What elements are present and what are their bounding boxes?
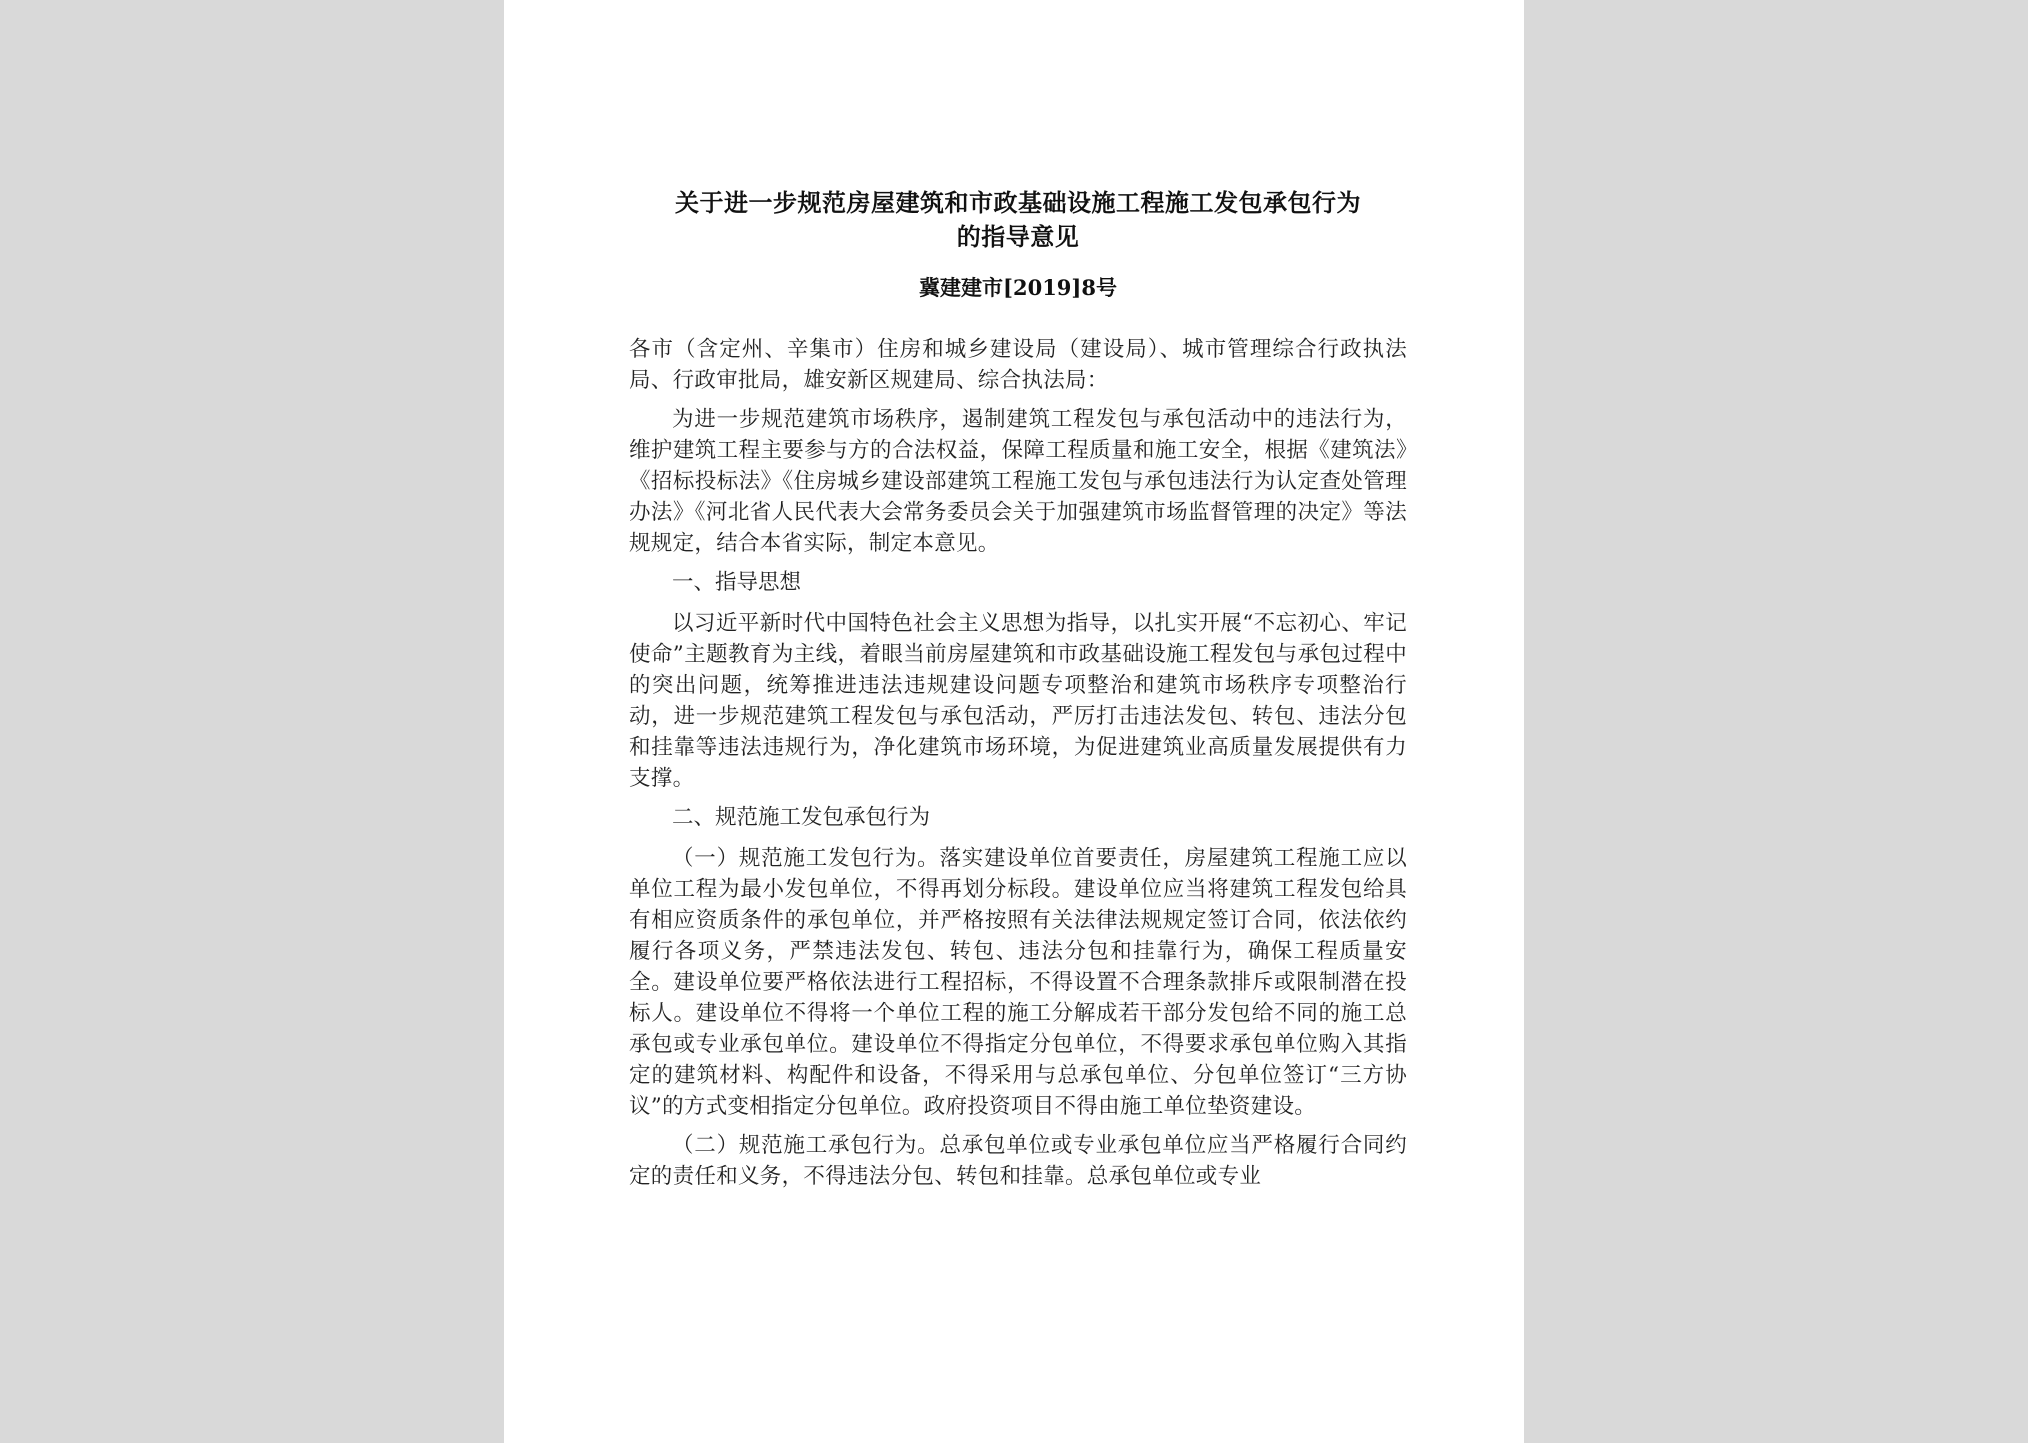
intro-paragraph: 为进一步规范建筑市场秩序，遏制建筑工程发包与承包活动中的违法行为，维护建筑工程主要参与方的合法权益，保障工程质量和施工安全，根据《建筑法》《招标投标法》《住房城乡建设部建筑工程施工发包与承包违法行为认定查处管理办法》《河北省人民代表大会常务委员会关于加强建筑市场监督管理的决定》等法规规定，结合本省实际，制定本意见。 <box>629 407 1407 556</box>
page-content <box>629 186 1407 1200</box>
salutation: 各市（含定州、辛集市）住房和城乡建设局（建设局）、城市管理综合行政执法局、行政审批局，雄安新区规建局、综合执法局： <box>629 337 1407 393</box>
document-title <box>629 186 1407 254</box>
title-line-1: 关于进一步规范房屋建筑和市政基础设施工程施工发包承包行为 <box>675 188 1361 217</box>
section-1-body: 以习近平新时代中国特色社会主义思想为指导，以扎实开展“不忘初心、牢记使命”主题教育为主线，着眼当前房屋建筑和市政基础设施工程发包与承包过程中的突出问题，统筹推进违法违规建设问题专项整治和建筑市场秩序专项整治行动，进一步规范建筑工程发包与承包活动，严厉打击违法发包、转包、违法分包和挂靠等违法违规行为，净化建筑市场环境，为促进建筑业高质量发展提供有力支撑。 <box>629 611 1407 791</box>
section-2-item-1: （一）规范施工发包行为。落实建设单位首要责任，房屋建筑工程施工应以单位工程为最小发包单位，不得再划分标段。建设单位应当将建筑工程发包给具有相应资质条件的承包单位，并严格按照有关法律法规规定签订合同，依法依约履行各项义务，严禁违法发包、转包、违法分包和挂靠行为，确保工程质量安全。建设单位要严格依法进行工程招标，不得设置不合理条款排斥或限制潜在投标人。建设单位不得将一个单位工程的施工分解成若干部分发包给不同的施工总承包或专业承包单位。建设单位不得指定分包单位，不得要求承包单位购入其指定的建筑材料、构配件和设备，不得采用与总承包单位、分包单位签订“三方协议”的方式变相指定分包单位。政府投资项目不得由施工单位垫资建设。 <box>629 846 1407 1119</box>
section-2-heading: 二、规范施工发包承包行为 <box>672 805 931 830</box>
document-number: 冀建建市[2019]8号 <box>919 275 1117 300</box>
title-line-2: 的指导意见 <box>956 222 1080 251</box>
section-1-heading: 一、指导思想 <box>672 570 802 595</box>
section-2-item-2: （二）规范施工承包行为。总承包单位或专业承包单位应当严格履行合同约定的责任和义务，不得违法分包、转包和挂靠。总承包单位或专业 <box>629 1133 1407 1189</box>
document-page <box>504 0 1524 1443</box>
